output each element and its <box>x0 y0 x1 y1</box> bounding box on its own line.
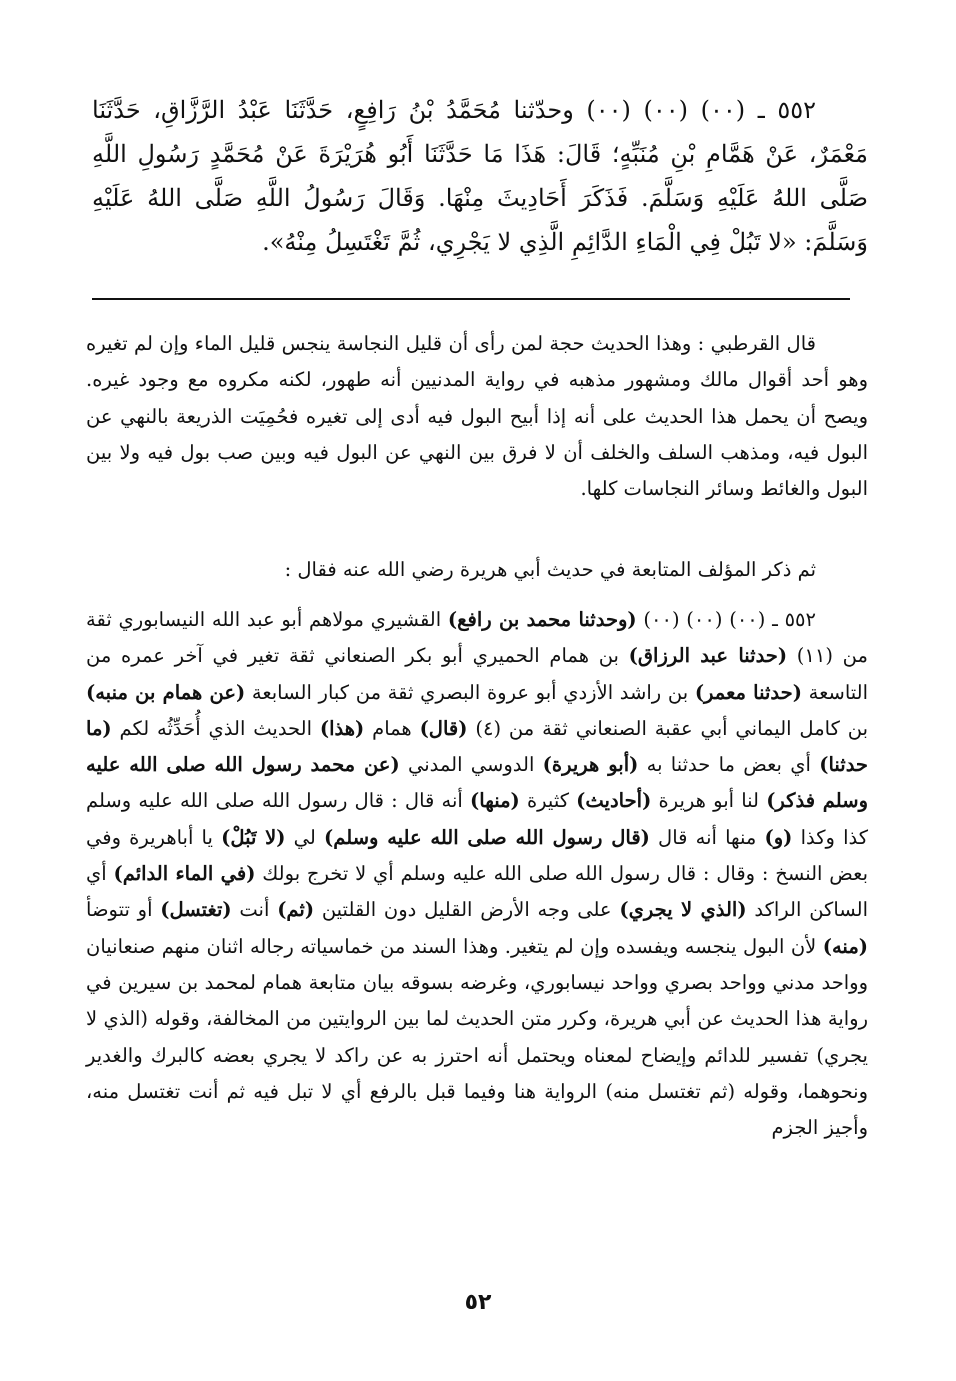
text-segment: أي بعض ما حدثنا به <box>638 753 820 777</box>
text-segment: أنه قال : قال رسول الله صلى الله عليه وسلم كذا وكذا <box>86 789 869 849</box>
text-segment: منها أنه قال <box>649 825 765 849</box>
bold-quote: (حدثنا معمر) <box>694 680 802 704</box>
text-segment: القشيري مولاهم أبو عبد الله النيسابوري ثقة من (١١) <box>86 608 868 668</box>
bold-quote: (قال) <box>419 716 468 740</box>
text-segment: ٥٥٢ ـ (٠٠) (٠٠) (٠٠) <box>636 608 816 631</box>
bold-quote: (منه) <box>822 934 868 958</box>
commentary-paragraph-chain <box>86 602 868 1146</box>
hadith-body: ٥٥٢ ـ (٠٠) (٠٠) (٠٠) وحدّثنا مُحَمَّدُ بْنُ رَافِعٍ، حَدَّثَنَا عَبْدُ الرَّزَّاقِ، حَدَّثَنَا مَعْمَرٌ، عَنْ هَمَّامِ بْنِ مُنَبِّهٍ؛ قَالَ: هَذَا مَا حَدَّثَنَا أَبُو هُرَيْرَةَ عَنْ مُحَمَّدٍ رَسُولِ اللَّهِ صَلَّى اللهُ عَلَيْهِ وَسَلَّمَ. فَذَكَرَ أَحَادِيثَ مِنْهَا. وَقَالَ رَسُولُ اللَّهِ صَلَّى اللهُ عَلَيْهِ وَسَلَّمَ: «لا تَبُلْ فِي الْمَاءِ الدَّائِمِ الَّذِي لا يَجْرِي، ثُمَّ تَغْتَسِلُ مِنْهُ». <box>92 96 868 256</box>
text-segment: الحديث الذي أُحَدِّثُه لكم <box>111 716 320 740</box>
commentary-text: قال القرطبي : وهذا الحديث حجة لمن رأى أن قليل النجاسة ينجس قليل الماء وإن لم تغيره وهو أحد أقوال مالك ومشهور مذهبه في رواية المدنيين أنه طهور، لكنه مكروه مع وجود غيره. ويصح أن يحمل هذا الحديث على أنه إذا أبيح البول فيه أدى إلى تغيره فحُمِيَت الذريعة بالنهي عن البول فيه، ومذهب السلف والخلف أن لا فرق بين النهي عن البول فيه وبين صب بول فيه ولا بين البول والغائط وسائر النجاسات كلها. <box>86 332 868 501</box>
text-segment: أنت <box>231 898 278 922</box>
bold-quote: (أحاديث) <box>576 789 652 813</box>
commentary-text: ثم ذكر المؤلف المتابعة في حديث أبي هريرة رضي الله عنه فقال : <box>284 558 816 581</box>
text-segment: بن همام الحميري أبو بكر الصنعاني ثقة تغير في آخر عمره من التاسعة <box>86 644 869 704</box>
bold-quote: (قال رسول الله صلى الله عليه وسلم) <box>324 825 650 849</box>
text-segment: الدوسي المدني <box>399 753 543 777</box>
text-segment: يا أباهريرة وفي بعض النسخ : وقال : قال رسول الله صلى الله عليه وسلم أي لا تخرج بولك <box>86 825 868 886</box>
bold-quote: (ثم) <box>277 898 315 922</box>
text-segment: أي الساكن الراكد <box>86 862 869 922</box>
hadith-text <box>92 88 868 264</box>
text-segment: لنا أبو هريرة <box>651 789 767 813</box>
bold-quote: (و) <box>764 825 793 849</box>
text-segment: همام <box>364 716 420 740</box>
bold-quote: (منها) <box>470 789 520 813</box>
text-segment: لي <box>285 825 325 849</box>
text-segment: بن راشد الأزدي أبو عروة البصري ثقة من كبار السابعة <box>245 680 695 704</box>
bold-quote: (عن محمد رسول الله صلى الله عليه وسلم فذكر) <box>86 753 868 813</box>
bold-quote: (هذا) <box>319 716 365 740</box>
bold-quote: (عن همام بن منبه) <box>86 680 246 704</box>
bold-quote: (أبو هريرة) <box>542 753 639 777</box>
text-segment: بن كامل اليماني أبي عقبة الصنعاني ثقة من (٤) <box>467 716 869 740</box>
bold-quote: (لا تَبُلْ) <box>221 825 286 849</box>
bold-quote: (في الماء الدائم) <box>113 862 256 886</box>
text-segment: لأن البول ينجسه ويفسده وإن لم يتغير. وهذا السند من خماسياته رجاله اثنان منهم صنعانيان وواحد مدني وواحد بصري وواحد نيسابوري، وغرضه بسوقه بيان متابعة همام لمحمد بن سيرين في رواية هذا الحديث عن أبي هريرة، وكرر متن الحديث لما بين الروايتين من المخالفة، وقوله (الذي لا يجري) تفسير للدائم وإيضاح لمعناه ويحتمل أنه احترز به عن راكد لا يجري بعضه كالبرك والغدير ونحوهما، وقوله (ثم تغتسل منه) الرواية هنا وفيما قبل بالرفع أي لا تبل فيه ثم أنت تغتسل منه، وأجيز الجزم <box>86 934 868 1140</box>
bold-quote: (تغتسل) <box>160 898 232 922</box>
text-segment: أو تتوضأ <box>86 898 161 922</box>
page-number: ٥٢ <box>464 1290 492 1315</box>
commentary-paragraph-qurtubi <box>86 326 868 507</box>
footnote-divider <box>92 298 850 300</box>
text-segment: كثيرة <box>519 789 577 813</box>
bold-quote: (ما حدثنا) <box>86 716 868 777</box>
text-segment: على وجه الأرض القليل دون القلتين <box>314 898 620 922</box>
commentary-paragraph-transition <box>86 552 868 588</box>
bold-quote: (الذي لا يجري) <box>619 898 747 922</box>
bold-quote: (وحدثنا محمد بن رافع) <box>447 608 637 631</box>
bold-quote: (حدثنا عبد الرزاق) <box>628 644 788 668</box>
